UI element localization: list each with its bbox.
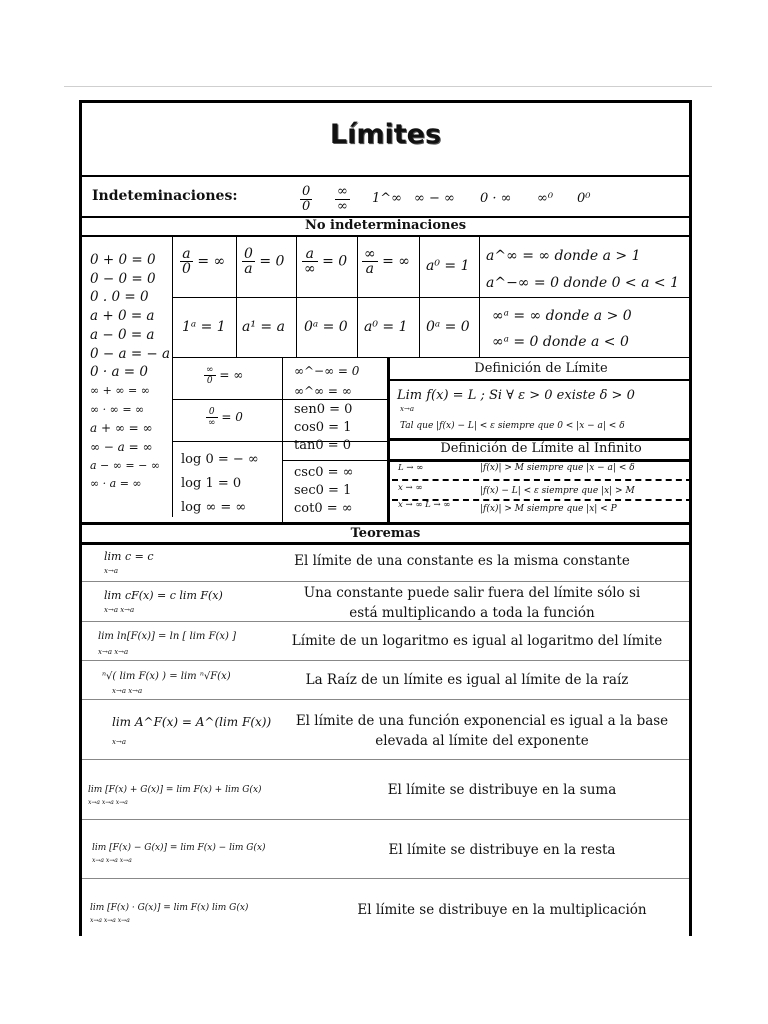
no-indeterminaciones-title: No indeterminaciones [304, 218, 467, 233]
divider [82, 819, 689, 820]
divider [392, 479, 692, 481]
indeterminacion-item: 0 · ∞ [480, 191, 512, 206]
theorem-description: El límite se distribuye en la suma [387, 782, 617, 798]
grid-cell-a-over-inf: $\frac{a}{\infty}$ = 0 [304, 246, 348, 277]
grid-cell-inf-over-a: $\frac{\infty}{a}$ = ∞ [364, 246, 410, 277]
theorem-formula: lim c = c [104, 550, 154, 563]
theorem-description: El límite se distribuye en la multiplicación [357, 902, 647, 918]
divider [282, 460, 387, 461]
divider [172, 237, 173, 517]
theorem-description: La Raíz de un límite es igual al límite de la raíz [305, 672, 629, 688]
divider [82, 878, 689, 879]
def-limite-line1: Lim f(x) = L ; Si ∀ ε > 0 existe δ > 0 [397, 388, 635, 403]
page-top-divider [64, 86, 712, 87]
theorem-sub: x→a x→a x→a [92, 857, 132, 864]
divider [387, 459, 689, 462]
theorem-sub: x→a x→a x→a [88, 799, 128, 806]
no-indeterminaciones-list: 0 + 0 = 0 0 − 0 = 0 0 . 0 = 0 a + 0 = a a − 0 = a 0 − a = − a 0 · a = 0 ∞ + ∞ = ∞ ∞ · ∞ = ∞ a + ∞ = ∞ ∞ − a = ∞ a − ∞ = − ∞ ∞ · a = ∞ [90, 252, 171, 491]
theorem-formula: lim [F(x) − G(x)] = lim F(x) − lim G(x) [92, 843, 266, 853]
theorem-formula: lim [F(x) · G(x)] = lim F(x) lim G(x) [90, 903, 249, 913]
theorem-description: El límite se distribuye en la resta [388, 842, 616, 858]
divider [82, 522, 689, 525]
divider [172, 297, 689, 298]
theorem-sub: x→a [112, 738, 126, 746]
def-limite-sub: x→a [400, 405, 414, 413]
def-infinito-rhs: |f(x)| > M siempre que |x| < P [480, 504, 617, 514]
mid-inf-over-zero: $\frac{\infty}{0}$ = ∞ [206, 365, 244, 386]
theorem-formula: lim [F(x) + G(x)] = lim F(x) + lim G(x) [88, 785, 262, 795]
theorem-formula: lim ln[F(x)] = ln [ lim F(x) ] [98, 631, 237, 642]
theorem-description: Límite de un logaritmo es igual al logaritmo del límite [291, 633, 663, 649]
theorem-sub: x→a x→a x→a [90, 917, 130, 924]
grid-cell: 0ᵃ = 0 [426, 319, 470, 335]
def-infinito-rhs: |f(x)| > M siempre que |x − a| < δ [480, 463, 635, 473]
theorem-sub: x→a x→a [112, 687, 143, 695]
mid-zero-over-inf: $\frac{0}{\infty}$ = 0 [208, 407, 243, 428]
theorem-description: El límite de una constante es la misma constante [294, 553, 630, 569]
theorem-description: Una constante puede salir fuera del límite sólo si está multiplicando a toda la función [303, 585, 641, 621]
divider [82, 175, 689, 177]
mid-logs: log 0 = − ∞ log 1 = 0 log ∞ = ∞ [181, 452, 259, 515]
def-infinito-rhs: |f(x) − L| < ε siempre que |x| > M [480, 486, 635, 496]
theorem-sub: x→a x→a [98, 648, 129, 656]
grid-cell-0-over-a: $\frac{0}{a}$ = 0 [244, 246, 285, 277]
grid-cell-a-over-0: $\frac{a}{0}$ = ∞ [182, 246, 226, 277]
indeterminaciones-label: Indeteminaciones: [92, 188, 238, 204]
grid-cell-a-pow-0: a⁰ = 1 [426, 258, 470, 274]
page-title: Límites [329, 119, 442, 150]
theorem-formula: lim cF(x) = c lim F(x) [104, 589, 223, 602]
divider [82, 660, 689, 661]
divider [387, 379, 689, 381]
def-infinito-title: Definición de Límite al Infinito [440, 441, 642, 456]
theorem-formula: lim A^F(x) = A^(lim F(x)) [112, 715, 272, 729]
mid-inf-powers: ∞^−∞ = 0 ∞^∞ = ∞ [294, 364, 360, 398]
indeterminacion-inf-over-inf: $\frac{\infty}{\infty}$ [337, 184, 348, 214]
teoremas-title: Teoremas [350, 526, 421, 541]
grid-cell-inf-pow-a: ∞ᵃ = ∞ donde a > 0 ∞ᵃ = 0 donde a < 0 [492, 308, 632, 350]
mid-cotrig: csc0 = ∞ sec0 = 1 cot0 = ∞ [294, 465, 354, 516]
divider [82, 235, 689, 237]
theorem-sub: x→a x→a [104, 606, 135, 614]
theorem-formula: ⁿ√( lim F(x) ) = lim ⁿ√F(x) [102, 671, 231, 682]
indeterminacion-item: ∞ − ∞ [414, 191, 455, 206]
def-infinito-lhs: L → ∞ [398, 463, 424, 473]
divider [82, 542, 689, 545]
indeterminacion-item: 0⁰ [577, 191, 591, 206]
indeterminacion-item: 1^∞ [372, 191, 402, 206]
def-infinito-lhs: x → ∞ L → ∞ [398, 500, 451, 510]
def-infinito-lhs: x → ∞ [398, 483, 423, 493]
def-limite-line2: Tal que |f(x) − L| < ε siempre que 0 < |x − a| < δ [400, 421, 625, 431]
grid-cell: a¹ = a [242, 319, 285, 335]
grid-cell-a-pow-inf: a^∞ = ∞ donde a > 1 a^−∞ = 0 donde 0 < a < 1 [486, 248, 679, 291]
limits-cheat-sheet [79, 100, 692, 936]
grid-cell: 0ᵃ = 0 [304, 319, 348, 335]
mid-trig: sen0 = 0 cos0 = 1 tan0 = 0 [294, 402, 353, 453]
divider [82, 699, 689, 700]
grid-cell: a⁰ = 1 [364, 319, 408, 335]
divider [82, 759, 689, 760]
divider [82, 581, 689, 582]
indeterminacion-item: ∞⁰ [537, 191, 554, 206]
divider [82, 621, 689, 622]
theorem-sub: x→a [104, 567, 118, 575]
theorem-description: El límite de una función exponencial es igual a la base elevada al límite del exponente [295, 713, 669, 749]
indeterminacion-zero-over-zero: $\frac{0}{0}$ [302, 184, 311, 214]
divider [282, 357, 283, 522]
grid-cell: 1ᵃ = 1 [182, 319, 226, 335]
def-limite-title: Definición de Límite [474, 361, 608, 376]
divider [172, 441, 387, 442]
